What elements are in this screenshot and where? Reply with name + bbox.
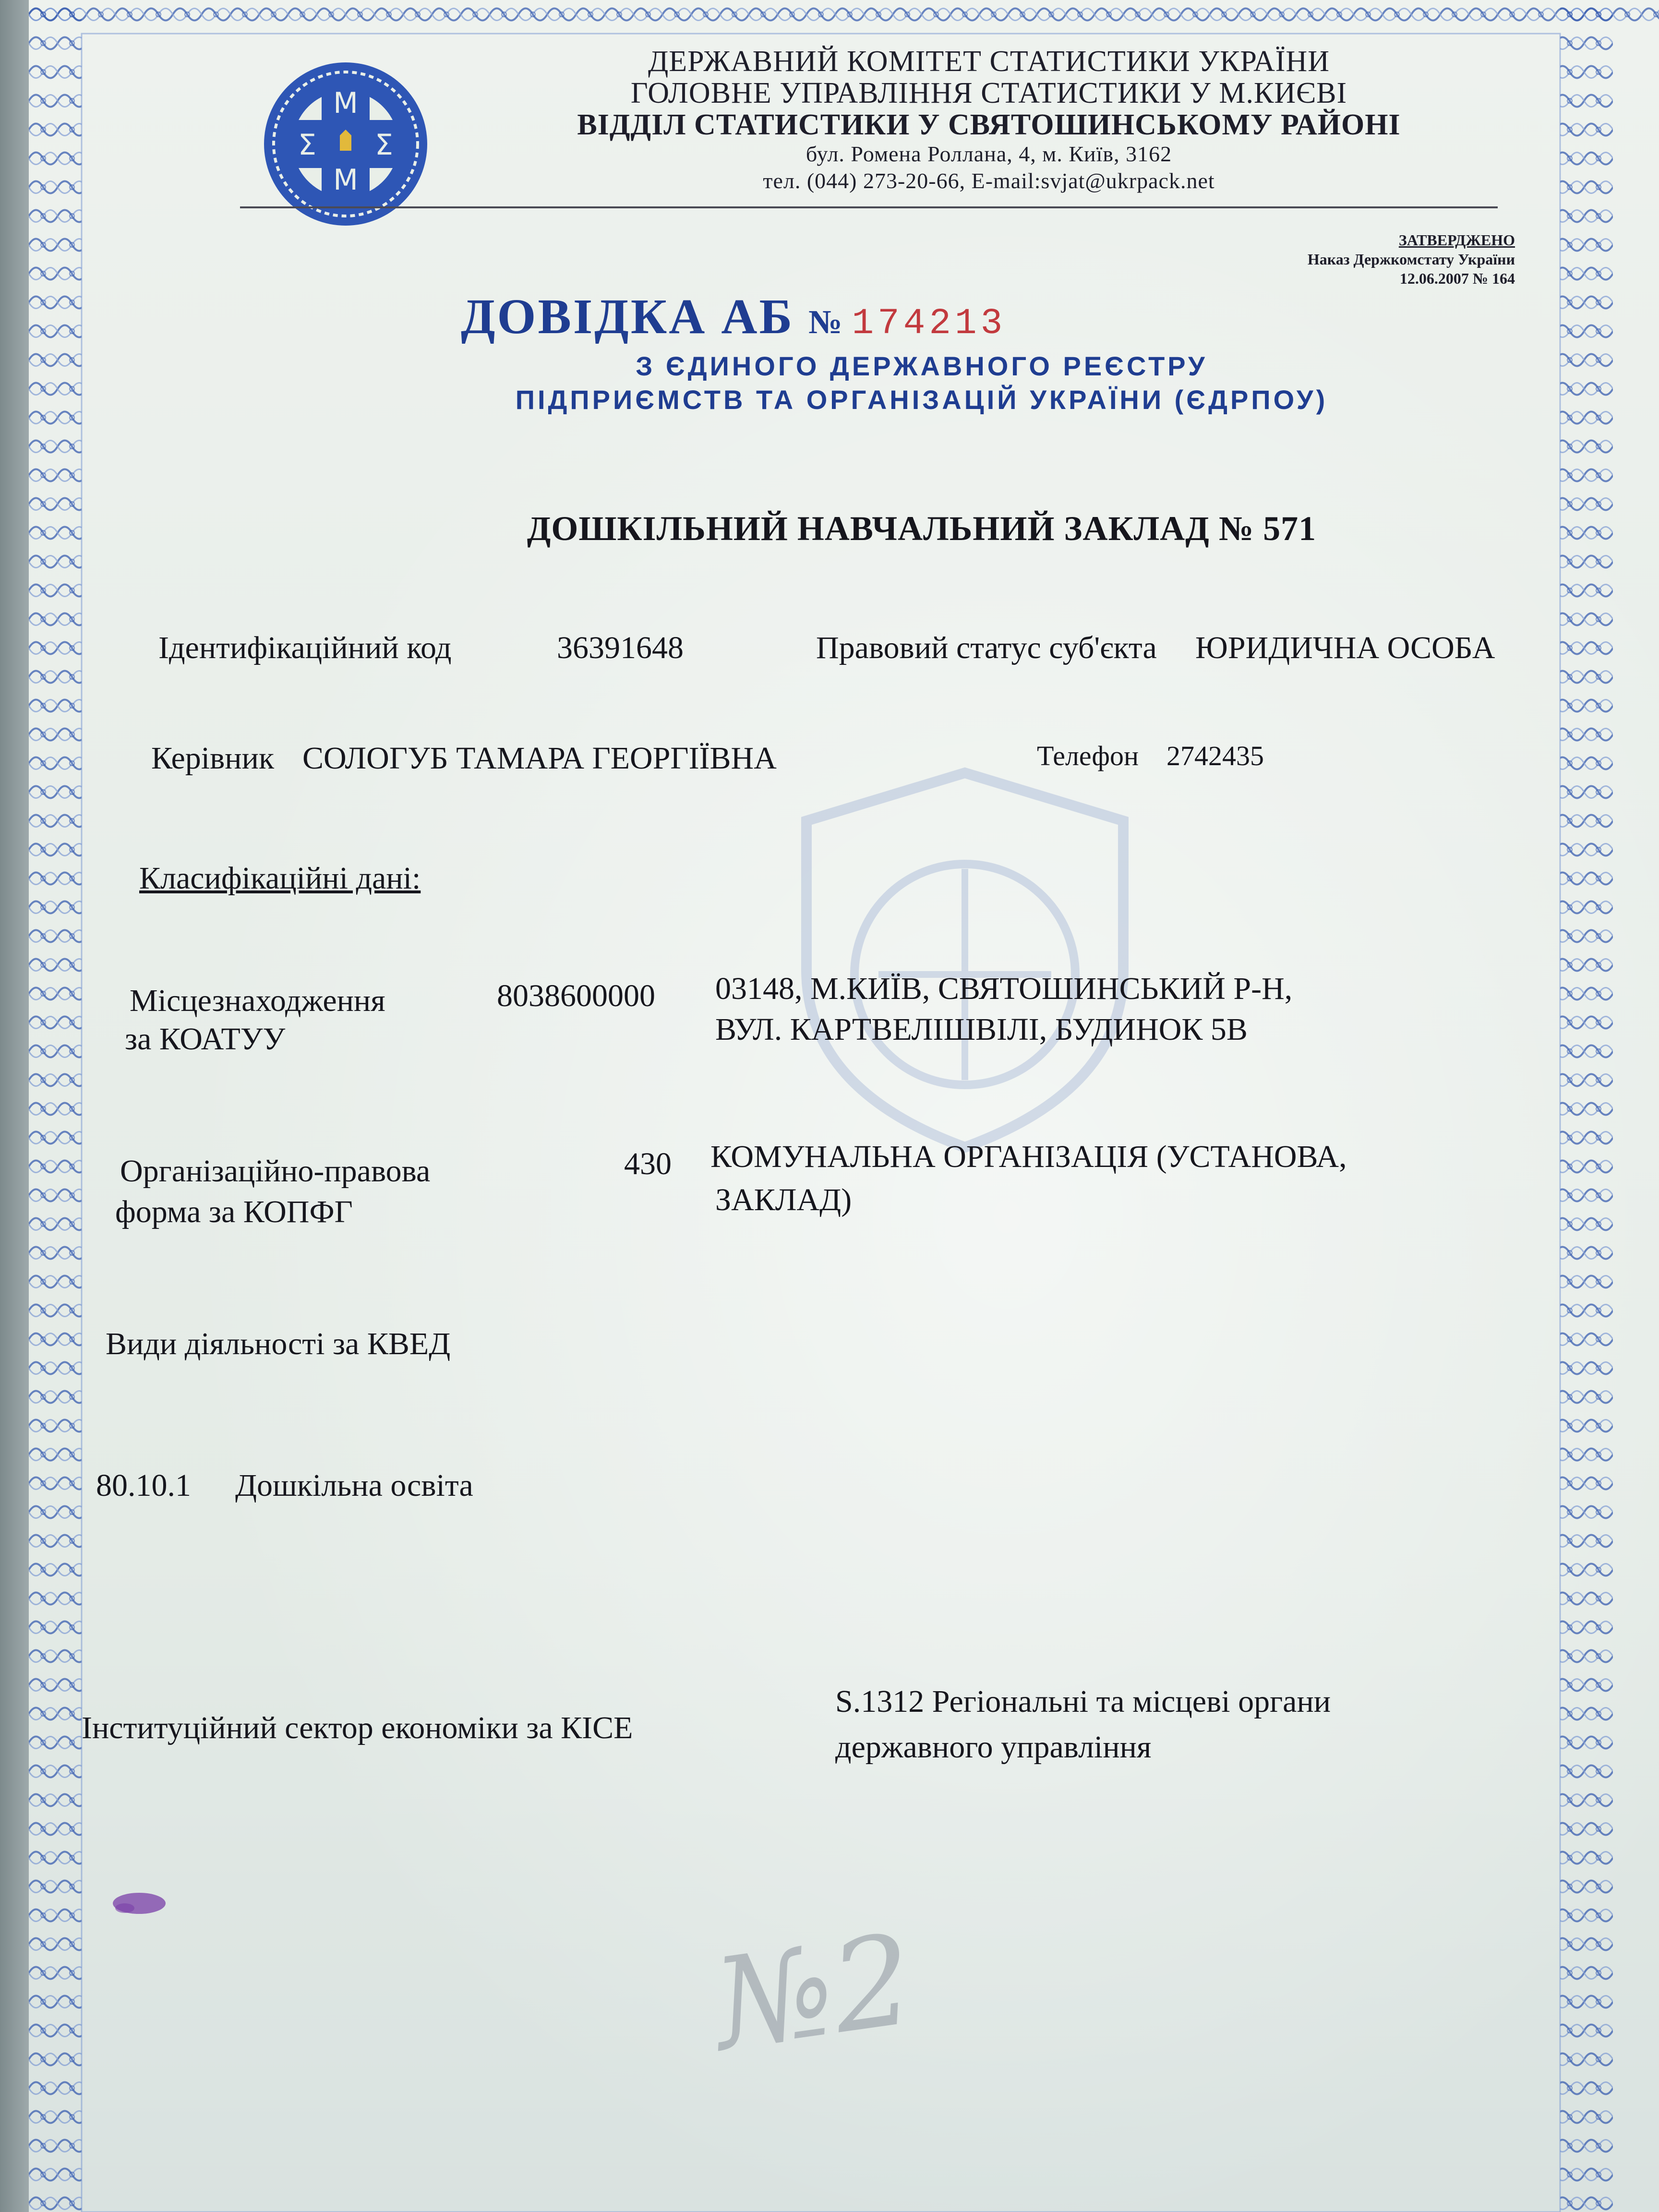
certificate-title <box>461 288 1373 345</box>
location-label-1: Місцезнаходження <box>130 983 385 1018</box>
location-address-1: 03148, М.КИЇВ, СВЯТОШИНСЬКИЙ Р-Н, <box>715 971 1293 1006</box>
organization-name: ДОШКІЛЬНИЙ НАВЧАЛЬНИЙ ЗАКЛАД № 571 <box>527 509 1317 548</box>
id-code-label: Ідентифікаційний код <box>158 630 452 665</box>
kved-code: 80.10.1 <box>96 1468 191 1503</box>
classification-heading: Класифікаційні дані: <box>139 861 421 896</box>
legal-form-value-2: ЗАКЛАД) <box>715 1182 852 1217</box>
issuer-line-3: ВІДДІЛ СТАТИСТИКИ У СВЯТОШИНСЬКОМУ РАЙОНІ <box>577 108 1401 141</box>
kved-value: Дошкільна освіта <box>235 1468 473 1503</box>
subtitle-line-2: ПІДПРИЄМСТВ ТА ОРГАНІЗАЦІЙ УКРАЇНИ (ЄДРПОУ) <box>515 385 1328 415</box>
svg-text:Σ: Σ <box>298 128 316 162</box>
kved-label: Види діяльності за КВЕД <box>106 1326 451 1361</box>
sector-value-2: державного управління <box>835 1730 1152 1765</box>
svg-text:Σ: Σ <box>375 128 393 162</box>
certificate-number: 174213 <box>852 303 1007 344</box>
svg-text:M: M <box>333 86 358 120</box>
number-sign: № <box>808 304 844 341</box>
svg-text:M: M <box>333 163 358 197</box>
approved-order: Наказ Держкомстату України <box>1307 251 1515 268</box>
handwritten-mark: №2 <box>706 1907 922 2079</box>
emblem-watermark <box>749 744 1181 1176</box>
sector-label: Інституційний сектор економіки за КІСЕ <box>82 1710 633 1745</box>
issuer-address: бул. Ромена Роллана, 4, м. Київ, 3162 <box>805 142 1172 166</box>
subtitle-line-1: З ЄДИНОГО ДЕРЖАВНОГО РЕЄСТРУ <box>636 351 1208 381</box>
issuer-contacts: тел. (044) 273-20-66, E-mail:svjat@ukrpack.net <box>763 168 1215 193</box>
ink-blot <box>101 1882 178 1925</box>
issuer-line-1: ДЕРЖАВНИЙ КОМІТЕТ СТАТИСТИКИ УКРАЇНИ <box>648 45 1330 78</box>
head-label: Керівник <box>151 741 275 776</box>
id-code-value: 36391648 <box>557 630 684 665</box>
location-address-2: ВУЛ. КАРТВЕЛІШВІЛІ, БУДИНОК 5В <box>715 1012 1248 1047</box>
location-code: 8038600000 <box>497 978 655 1013</box>
certificate-sheet <box>29 0 1659 2212</box>
legal-status-value: ЮРИДИЧНА ОСОБА <box>1195 630 1495 665</box>
issuer-header <box>509 46 1469 194</box>
approved-title: ЗАТВЕРДЖЕНО <box>1398 231 1515 249</box>
approval-stamp-text <box>1308 230 1515 288</box>
legal-form-code: 430 <box>624 1146 672 1181</box>
phone-label: Телефон <box>1037 740 1139 771</box>
legal-status-label: Правовий статус суб'єкта <box>816 630 1157 665</box>
legal-form-value-1: КОМУНАЛЬНА ОРГАНІЗАЦІЯ (УСТАНОВА, <box>710 1139 1347 1174</box>
head-value: СОЛОГУБ ТАМАРА ГЕОРГІЇВНА <box>302 741 777 776</box>
issuer-line-2: ГОЛОВНЕ УПРАВЛІННЯ СТАТИСТИКИ У М.КИЄВІ <box>630 77 1347 109</box>
legal-form-label-1: Організаційно-правова <box>120 1154 431 1189</box>
legal-form-label-2: форма за КОПФГ <box>115 1194 353 1229</box>
phone-value: 2742435 <box>1166 740 1264 771</box>
sector-value-1: S.1312 Регіональні та місцеві органи <box>835 1684 1331 1719</box>
title-main: ДОВІДКА АБ <box>461 289 794 344</box>
approved-date: 12.06.2007 № 164 <box>1399 270 1515 287</box>
header-divider <box>240 206 1498 208</box>
location-label-2: за КОАТУУ <box>125 1022 286 1057</box>
